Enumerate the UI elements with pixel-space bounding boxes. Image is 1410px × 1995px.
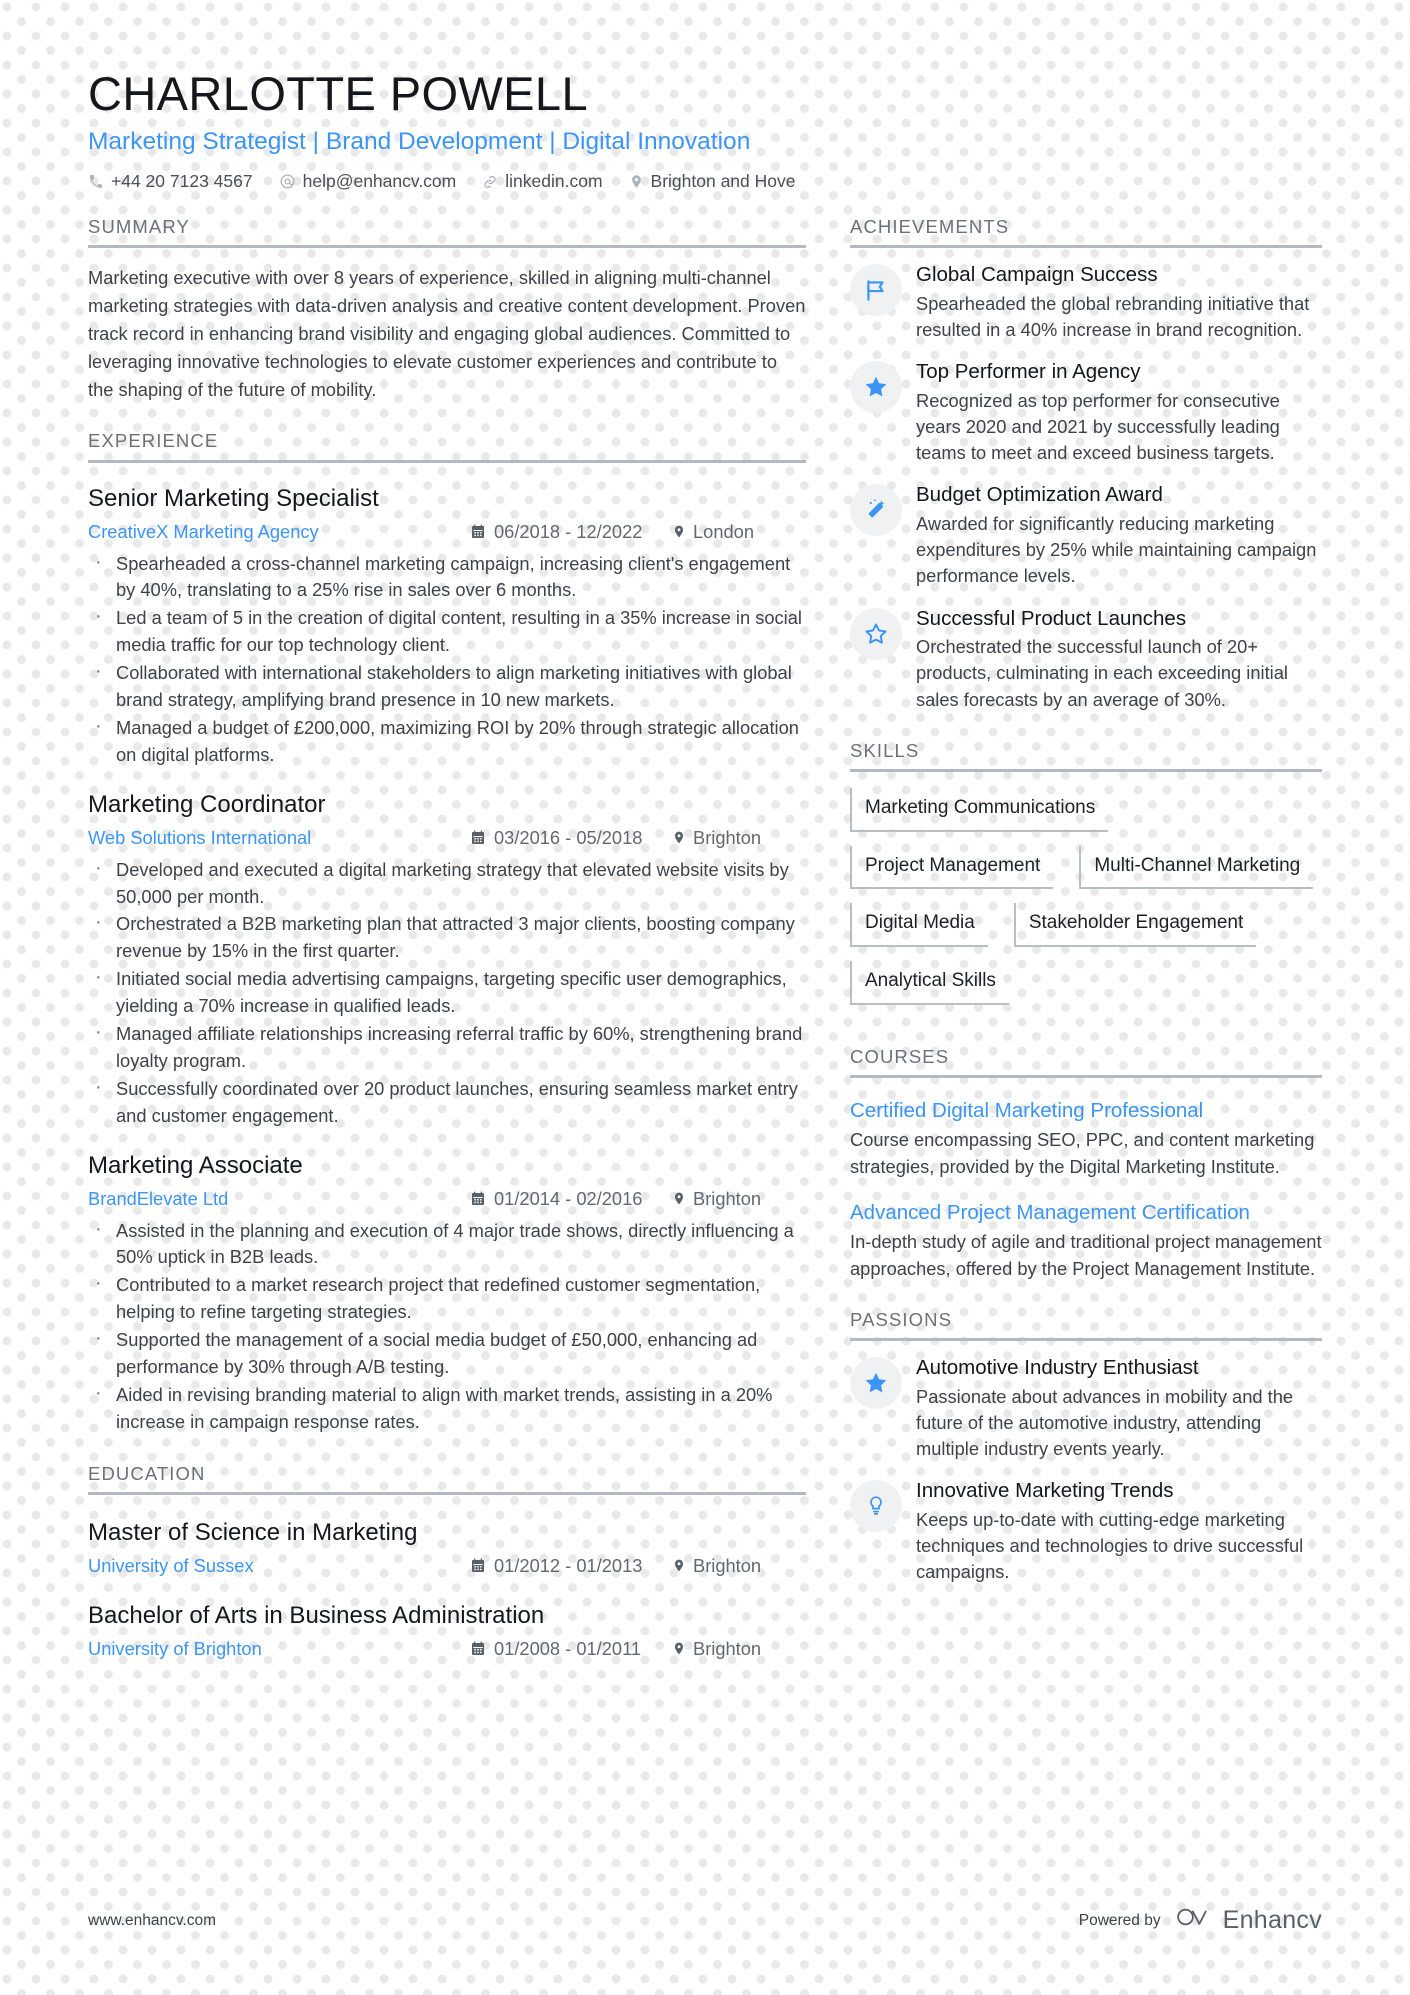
skill-tag: Project Management [850,846,1053,890]
course-desc: Course encompassing SEO, PPC, and content marketing strategies, provided by the Digital Marketing Institute. [850,1129,1315,1177]
star-outline-icon [850,608,902,660]
experience-dates [470,826,642,850]
section-title-skills: SKILLS [850,740,1322,772]
passion-desc: Passionate about advances in mobility and the future of the automotive industry, attending multiple industry events yearly. [916,1385,1294,1459]
passion-item [850,1355,1322,1462]
experience-meta [88,1187,806,1211]
lightbulb-icon [850,1480,902,1532]
passion-item [850,1478,1322,1585]
enhancv-mark-icon [1176,1904,1214,1937]
course-item [850,1200,1322,1282]
achievement-body [916,482,1322,589]
bullet-item: · Spearheaded a cross-channel marketing campaign, increasing client's engagement by 40%, translating to a 25% rise in sales over 6 months. [88,551,806,605]
achievement-item [850,606,1322,713]
link-icon [482,174,498,190]
bullet-item: · Collaborated with international stakeholders to align marketing initiatives with global brand strategy, amplifying brand presence in 10 new markets. [88,660,806,714]
bullet-item: · Successfully coordinated over 20 product launches, ensuring seamless market entry and customer engagement. [88,1076,806,1130]
left-column [88,216,806,1661]
page-footer [88,1904,1322,1937]
education-location-text: Brighton [693,1555,762,1577]
achievement-desc: Awarded for significantly reducing marketing expenditures by 25% while maintaining campaign performance levels. [916,513,1317,587]
experience-location [672,520,754,544]
skills-list [850,788,1322,1019]
education-dates [470,1637,641,1661]
experience-dates [470,520,642,544]
education-entry [88,1517,806,1578]
bullet-item: · Managed affiliate relationships increasing referral traffic by 60%, strengthening brand loyalty program. [88,1021,806,1075]
section-skills [850,740,1322,1019]
achievement-body [916,359,1322,466]
experience-location-text: Brighton [693,826,762,848]
experience-dates-text: 06/2018 - 12/2022 [494,520,643,542]
experience-bullets [88,1218,806,1436]
experience-bullets [88,857,806,1130]
enhancv-logo [1176,1904,1322,1937]
education-degree: Bachelor of Arts in Business Administration [88,1601,545,1629]
passion-desc: Keeps up-to-date with cutting-edge marketing techniques and technologies to drive successful campaigns. [916,1508,1304,1582]
skill-tag: Analytical Skills [850,961,1009,1005]
resume-header [88,68,1322,192]
summary-text: Marketing executive with over 8 years of experience, skilled in aligning multi-channel marketing strategies with data-driven analysis and creative content development. Proven track record in enhancing brand visibility and engaging global audiences. Committed to leveraging innovative technologies to elevate customer experiences and contribute to the shaping of the future of mobility. [88,267,806,400]
page-title: CHARLOTTE POWELL [88,67,588,120]
magic-wand-icon [850,484,902,536]
location-pin-icon [672,1190,686,1207]
passion-title: Automotive Industry Enthusiast [916,1355,1199,1379]
experience-location [672,826,761,850]
course-desc: In-depth study of agile and traditional project management approaches, offered by the Project Management Institute. [850,1231,1322,1279]
section-title-passions: PASSIONS [850,1309,1322,1341]
experience-meta [88,520,806,544]
right-column [850,216,1322,1585]
achievement-item [850,262,1322,343]
achievement-desc: Recognized as top performer for consecutive years 2020 and 2021 by successfully leading teams to meet and exceed business targets. [916,390,1280,464]
education-location [672,1637,761,1661]
contact-location[interactable] [629,171,796,192]
contact-bar [88,171,1322,192]
achievement-title: Global Campaign Success [916,263,1158,287]
enhancv-wordmark: Enhancv [1222,1906,1322,1934]
calendar-icon [470,830,486,846]
passion-body [916,1478,1322,1585]
education-school[interactable]: University of Brighton [88,1638,262,1660]
bullet-item: · Assisted in the planning and execution of 4 major trade shows, directly influencing a 50% uptick in B2B leads. [88,1218,806,1272]
bullet-item: · Contributed to a market research project that redefined customer segmentation, helping to refine targeting strategies. [88,1272,806,1326]
experience-org[interactable]: CreativeX Marketing Agency [88,520,319,542]
experience-location-text: London [693,520,755,542]
calendar-icon [470,524,486,540]
education-degree: Master of Science in Marketing [88,1518,418,1546]
section-title-achievements: ACHIEVEMENTS [850,216,1322,248]
course-title[interactable]: Certified Digital Marketing Professional [850,1098,1204,1122]
skill-tag: Marketing Communications [850,788,1108,832]
education-dates-text: 01/2008 - 01/2011 [494,1638,642,1660]
bullet-item: · Aided in revising branding material to align with market trends, assisting in a 20% increase in campaign response rates. [88,1382,806,1436]
contact-phone-text: +44 20 7123 4567 [111,171,253,192]
contact-link[interactable] [482,171,602,192]
education-dates [470,1554,642,1578]
experience-meta [88,826,806,850]
skill-tag: Multi-Channel Marketing [1079,846,1313,890]
education-location [672,1554,761,1578]
content-columns [88,216,1322,1661]
experience-bullets [88,551,806,769]
calendar-icon [470,1558,486,1574]
education-dates-text: 01/2012 - 01/2013 [494,1555,643,1577]
bullet-item: · Initiated social media advertising campaigns, targeting specific user demographics, yielding a 70% increase in qualified leads. [88,966,806,1020]
education-entry [88,1600,806,1661]
bullet-item: · Developed and executed a digital marketing strategy that elevated website visits by 50,000 per month. [88,857,806,911]
contact-email[interactable] [279,171,457,192]
passion-body [916,1355,1322,1462]
achievement-desc: Orchestrated the successful launch of 20+ products, culminating in each exceeding initial sales forecasts by an average of 30%. [916,636,1288,710]
location-pin-icon [629,173,644,190]
email-icon [279,173,296,190]
experience-dates-text: 03/2016 - 05/2018 [494,826,643,848]
experience-role: Marketing Associate [88,1151,303,1179]
phone-icon [88,174,104,190]
bullet-item: · Supported the management of a social media budget of £50,000, enhancing ad performance by 30% through A/B testing. [88,1327,806,1381]
achievement-item [850,482,1322,589]
achievements-list [850,262,1322,712]
experience-entry [88,483,806,769]
header-subtitle: Marketing Strategist | Brand Development | Digital Innovation [88,127,751,155]
location-pin-icon [672,829,686,846]
section-summary [88,216,806,403]
section-title-courses: COURSES [850,1046,1322,1078]
course-title[interactable]: Advanced Project Management Certification [850,1200,1250,1224]
achievement-body [916,606,1322,713]
achievement-body [916,262,1322,343]
experience-entry [88,1150,806,1436]
achievement-title: Budget Optimization Award [916,483,1163,507]
achievement-desc: Spearheaded the global rebranding initiative that resulted in a 40% increase in brand recognition. [916,293,1310,341]
flag-icon [850,264,902,316]
experience-org[interactable]: Web Solutions International [88,826,312,848]
section-achievements [850,216,1322,712]
section-title-experience: EXPERIENCE [88,430,806,462]
section-title-education: EDUCATION [88,1463,806,1495]
passions-list [850,1355,1322,1585]
section-passions [850,1309,1322,1585]
location-pin-icon [672,1640,686,1657]
experience-org[interactable]: BrandElevate Ltd [88,1187,229,1209]
achievement-title: Successful Product Launches [916,606,1187,630]
bullet-item: · Led a team of 5 in the creation of digital content, resulting in a 35% increase in social media traffic for our top technology client. [88,605,806,659]
contact-link-text: linkedin.com [505,171,603,192]
star-filled-icon [850,1357,902,1409]
location-pin-icon [672,523,686,540]
footer-powered-by: Powered by [1078,1911,1161,1929]
experience-dates [470,1187,642,1211]
contact-email-text: help@enhancv.com [302,171,457,192]
experience-role: Marketing Coordinator [88,790,326,818]
section-education [88,1463,806,1661]
education-meta [88,1554,806,1578]
experience-role: Senior Marketing Specialist [88,484,379,512]
section-title-summary: SUMMARY [88,216,806,248]
bullet-item: · Orchestrated a B2B marketing plan that attracted 3 major clients, boosting company revenue by 15% in the first quarter. [88,911,806,965]
bullet-item: · Managed a budget of £200,000, maximizing ROI by 20% through strategic allocation on digital platforms. [88,715,806,769]
section-courses [850,1046,1322,1282]
section-experience [88,430,806,1435]
education-meta [88,1637,806,1661]
calendar-icon [470,1641,486,1657]
skill-tag: Digital Media [850,903,988,947]
footer-brand-area [1079,1904,1322,1937]
passion-title: Innovative Marketing Trends [916,1478,1174,1502]
calendar-icon [470,1191,486,1207]
footer-url[interactable]: www.enhancv.com [88,1911,217,1929]
education-location-text: Brighton [693,1638,762,1660]
skill-tag: Stakeholder Engagement [1014,903,1256,947]
contact-location-text: Brighton and Hove [650,171,796,192]
experience-location [672,1187,761,1211]
experience-dates-text: 01/2014 - 02/2016 [494,1187,643,1209]
education-school[interactable]: University of Sussex [88,1555,254,1577]
achievement-title: Top Performer in Agency [916,360,1141,384]
experience-location-text: Brighton [693,1187,762,1209]
achievement-item [850,359,1322,466]
course-item [850,1098,1322,1180]
experience-entry [88,789,806,1130]
location-pin-icon [672,1557,686,1574]
star-filled-icon [850,361,902,413]
contact-phone[interactable] [88,171,253,192]
